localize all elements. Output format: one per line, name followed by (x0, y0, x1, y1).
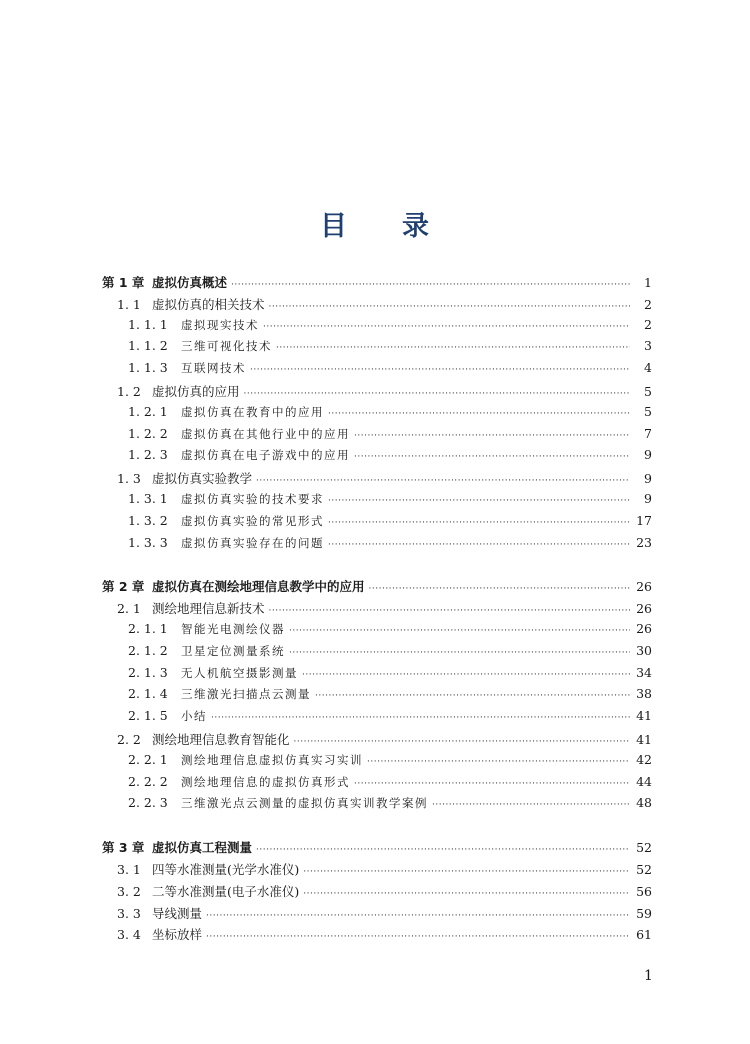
dot-leader (206, 932, 630, 942)
toc-entry-page: 52 (636, 840, 652, 856)
dot-leader (315, 691, 630, 701)
toc-entry-title: 无人机航空摄影测量 (181, 665, 298, 680)
dot-leader (269, 606, 630, 616)
dot-leader (206, 911, 630, 921)
toc-entry-page: 26 (636, 620, 652, 636)
toc-subsection-entry[interactable] (102, 686, 652, 708)
dot-leader (367, 757, 630, 767)
toc-entry-page: 34 (636, 664, 652, 680)
dot-leader (432, 800, 630, 810)
toc-entry-number: 1. 3 (117, 471, 141, 487)
toc-subsection-entry[interactable] (102, 426, 652, 448)
toc-entry-title: 虚拟仿真实验的常见形式 (181, 513, 324, 528)
dot-leader (369, 584, 630, 594)
toc-entry-title: 虚拟仿真在其他行业中的应用 (181, 426, 350, 441)
toc-entry-number: 1. 1. 3 (128, 360, 168, 376)
dot-leader (328, 540, 630, 550)
toc-entry-page: 5 (644, 403, 652, 419)
toc-entry-page: 61 (636, 927, 652, 943)
toc-entry-number: 1. 1 (117, 296, 141, 312)
dot-leader (289, 648, 630, 658)
toc-entry-title: 坐标放样 (152, 927, 203, 943)
toc-entry-number: 2. 1. 1 (128, 620, 168, 636)
toc-entry-title: 三维激光点云测量的虚拟仿真实训教学案例 (181, 796, 428, 811)
toc-entry-number: 第 1 章 (102, 275, 145, 290)
toc-entry-title: 二等水准测量(电子水准仪) (152, 883, 300, 899)
toc-entry-title: 虚拟仿真在测绘地理信息教学中的应用 (152, 579, 365, 595)
toc-subsection-entry[interactable] (102, 491, 652, 513)
toc-entry-title: 虚拟仿真工程测量 (152, 840, 253, 856)
toc-entry-page: 48 (636, 795, 652, 811)
toc-entry-title: 虚拟仿真实验的技术要求 (181, 491, 324, 506)
toc-entry-page: 2 (644, 316, 652, 332)
toc-entry-number: 1. 2. 3 (128, 447, 168, 463)
toc-subsection-entry[interactable] (102, 404, 652, 426)
toc-subsection-entry[interactable] (102, 643, 652, 665)
toc-entry-number: 3. 1 (117, 861, 141, 877)
toc-entry-number: 2. 1. 2 (128, 642, 168, 658)
toc-entry-title: 测绘地理信息教育智能化 (152, 731, 290, 747)
toc-entry-page: 1 (644, 275, 652, 290)
dot-leader (289, 626, 630, 636)
toc-section-entry[interactable] (102, 382, 652, 404)
toc-entry-number: 第 3 章 (102, 840, 145, 856)
dot-leader (302, 670, 630, 680)
toc-entry-number: 2. 1. 5 (128, 708, 168, 724)
toc-entry-title: 虚拟仿真的相关技术 (152, 296, 265, 312)
toc-section-entry[interactable] (102, 730, 652, 752)
dot-leader (269, 302, 630, 312)
toc-subsection-entry[interactable] (102, 317, 652, 339)
toc-entry-page: 7 (644, 425, 652, 441)
toc-entry-number: 2. 2. 3 (128, 795, 168, 811)
dot-leader (276, 343, 630, 353)
toc-entry-page: 17 (636, 512, 652, 528)
toc-subsection-entry[interactable] (102, 795, 652, 817)
toc-entry-number: 2. 2 (117, 731, 141, 747)
toc-entry-number: 1. 2. 2 (128, 425, 168, 441)
toc-entry-title: 虚拟仿真在电子游戏中的应用 (181, 448, 350, 463)
toc-entry-number: 2. 2. 1 (128, 751, 168, 767)
toc-entry-page: 9 (644, 490, 652, 506)
toc-chapter-entry[interactable] (102, 273, 652, 295)
toc-entry-number: 3. 4 (117, 927, 141, 943)
title-char-2: 录 (402, 211, 430, 242)
toc-entry-number: 2. 2. 2 (128, 773, 168, 789)
toc-subsection-entry[interactable] (102, 708, 652, 730)
dot-leader (294, 737, 630, 747)
title-char-1: 目 (320, 211, 348, 242)
toc-entry-title: 虚拟仿真的应用 (152, 383, 240, 399)
toc-entry-number: 2. 1. 4 (128, 686, 168, 702)
toc-section-entry[interactable] (102, 469, 652, 491)
toc-entry-title: 测绘地理信息虚拟仿真实习实训 (181, 752, 363, 767)
toc-entry-page: 44 (636, 773, 652, 789)
dot-leader (303, 889, 630, 899)
toc-entry-title: 导线测量 (152, 905, 203, 921)
chapter-spacer (102, 556, 652, 577)
toc-entry-number: 1. 1. 2 (128, 338, 168, 354)
toc-chapter-entry[interactable] (102, 577, 652, 599)
toc-subsection-entry[interactable] (102, 752, 652, 774)
toc-entry-page: 3 (644, 338, 652, 354)
toc-section-entry[interactable] (102, 925, 652, 947)
toc-entry-number: 2. 1 (117, 601, 141, 617)
toc-subsection-entry[interactable] (102, 535, 652, 557)
toc-subsection-entry[interactable] (102, 774, 652, 796)
toc-section-entry[interactable] (102, 904, 652, 926)
toc-entry-page: 4 (644, 360, 652, 376)
toc-entry-title: 虚拟仿真在教育中的应用 (181, 404, 324, 419)
toc-subsection-entry[interactable] (102, 513, 652, 535)
dot-leader (231, 280, 630, 290)
dot-leader (263, 322, 630, 332)
toc-entry-title: 虚拟仿真实验教学 (152, 471, 253, 487)
toc-entry-number: 1. 2 (117, 383, 141, 399)
dot-leader (354, 452, 630, 462)
dot-leader (328, 518, 630, 528)
chapter-spacer (102, 817, 652, 838)
toc-entry-title: 测绘地理信息新技术 (152, 601, 265, 617)
page-title (0, 204, 750, 243)
toc-entry-title: 虚拟现实技术 (181, 317, 259, 332)
toc-subsection-entry[interactable] (102, 360, 652, 382)
toc-section-entry[interactable] (102, 599, 652, 621)
dot-leader (328, 496, 630, 506)
toc-subsection-entry[interactable] (102, 447, 652, 469)
toc-entry-number: 2. 1. 3 (128, 664, 168, 680)
dot-leader (244, 389, 630, 399)
toc-entry-page: 41 (636, 731, 652, 747)
toc-entry-title: 智能光电测绘仪器 (181, 621, 285, 636)
toc-entry-number: 3. 2 (117, 883, 141, 899)
dot-leader (256, 845, 630, 855)
toc-entry-title: 卫星定位测量系统 (181, 643, 285, 658)
toc-entry-page: 26 (636, 579, 652, 595)
toc-chapter-entry[interactable] (102, 838, 652, 860)
toc-entry-page: 9 (644, 447, 652, 463)
toc-entry-number: 1. 3. 2 (128, 512, 168, 528)
toc-entry-number: 1. 2. 1 (128, 403, 168, 419)
toc-entry-page: 2 (644, 296, 652, 312)
toc-entry-number: 1. 1. 1 (128, 316, 168, 332)
toc-entry-number: 1. 3. 1 (128, 490, 168, 506)
toc-entry-number: 第 2 章 (102, 579, 145, 595)
toc-entry-number: 1. 3. 3 (128, 534, 168, 550)
toc-entry-page: 30 (636, 642, 652, 658)
toc-entry-title: 小结 (181, 709, 207, 724)
toc-entry-page: 52 (636, 861, 652, 877)
toc-entry-title: 虚拟仿真概述 (152, 275, 228, 290)
toc-entry-page: 26 (636, 601, 652, 617)
toc-entry-title: 三维可视化技术 (181, 339, 272, 354)
toc-entry-number: 3. 3 (117, 905, 141, 921)
toc-entry-page: 42 (636, 751, 652, 767)
dot-leader (328, 409, 630, 419)
dot-leader (250, 365, 630, 375)
toc-section-entry[interactable] (102, 295, 652, 317)
toc-entry-title: 虚拟仿真实验存在的问题 (181, 535, 324, 550)
toc-subsection-entry[interactable] (102, 621, 652, 643)
toc-entry-title: 互联网技术 (181, 361, 246, 376)
dot-leader (256, 476, 630, 486)
dot-leader (303, 867, 630, 877)
page-number: 1 (644, 968, 653, 984)
toc-section-entry[interactable] (102, 882, 652, 904)
toc-subsection-entry[interactable] (102, 665, 652, 687)
toc-entry-title: 四等水准测量(光学水准仪) (152, 861, 300, 877)
toc-entry-page: 41 (636, 708, 652, 724)
dot-leader (354, 779, 630, 789)
dot-leader (211, 713, 630, 723)
toc-entry-title: 测绘地理信息的虚拟仿真形式 (181, 774, 350, 789)
toc-section-entry[interactable] (102, 860, 652, 882)
table-of-contents (102, 273, 652, 947)
toc-entry-page: 23 (636, 534, 652, 550)
toc-subsection-entry[interactable] (102, 338, 652, 360)
toc-entry-page: 9 (644, 471, 652, 487)
toc-entry-page: 5 (644, 383, 652, 399)
toc-entry-page: 38 (636, 686, 652, 702)
toc-entry-page: 56 (636, 883, 652, 899)
toc-entry-page: 59 (636, 905, 652, 921)
toc-entry-title: 三维激光扫描点云测量 (181, 687, 311, 702)
dot-leader (354, 431, 630, 441)
